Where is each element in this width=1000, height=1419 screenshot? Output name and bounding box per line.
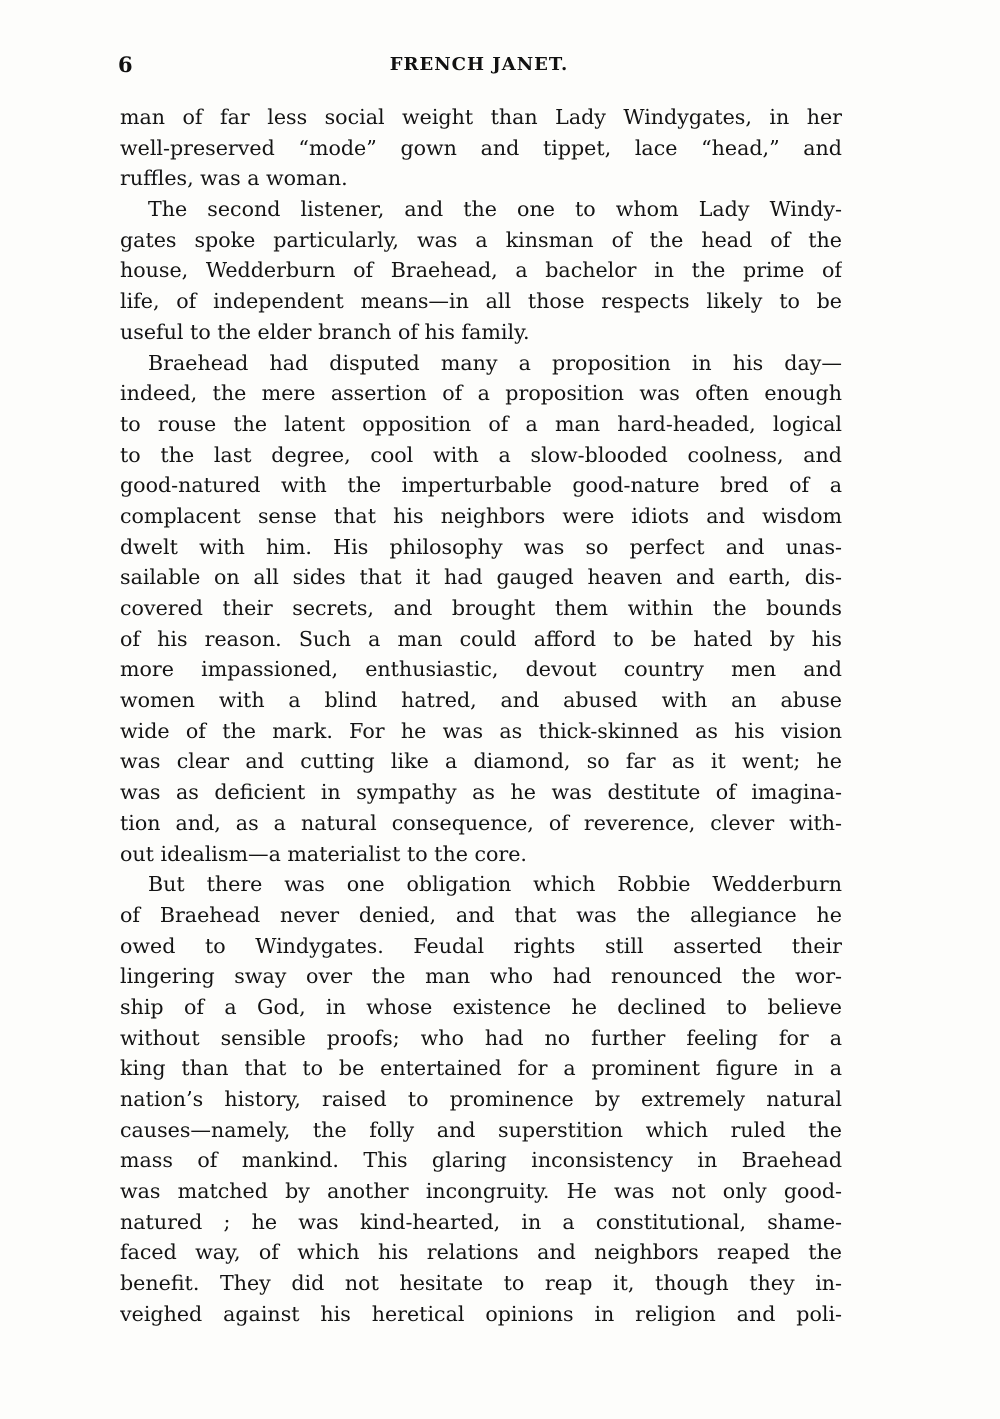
text-line: Braehead had disputed many a proposition in his day— xyxy=(148,350,842,375)
text-line: man of far less social weight than Lady Windygates, in her xyxy=(120,105,842,129)
text-line: without sensible proofs; who had no further feeling for a xyxy=(120,1025,842,1050)
text-line: life, of independent means—in all those respects likely to be xyxy=(120,289,842,314)
text-line: complacent sense that his neighbors were idiots and wisdom xyxy=(120,503,842,528)
text-line: wide of the mark. For he was as thick-skinned as his vision xyxy=(120,718,842,743)
text-line: well-preserved “mode” gown and tippet, lace “head,” and xyxy=(120,135,842,160)
text-line: mass of mankind. This glaring inconsistency in Braehead xyxy=(120,1148,842,1173)
page-number: 6 xyxy=(118,52,133,77)
text-line: ruffles, was a woman. xyxy=(120,166,348,191)
text-line: ship of a God, in whose existence he declined to believe xyxy=(120,994,842,1019)
text-line: useful to the elder branch of his family. xyxy=(120,319,530,344)
text-line: of his reason. Such a man could afford to be hated by his xyxy=(120,626,842,651)
paragraph xyxy=(120,102,842,194)
text-line: good-natured with the imperturbable good-nature bred of a xyxy=(120,473,842,498)
text-line: women with a blind hatred, and abused with an abuse xyxy=(120,688,842,713)
text-line: gates spoke particularly, was a kinsman of the head of the xyxy=(120,227,842,252)
text-line: lingering sway over the man who had renounced the wor- xyxy=(120,964,842,989)
text-line: of Braehead never denied, and that was the allegiance he xyxy=(120,902,842,927)
text-line: tion and, as a natural consequence, of reverence, clever with- xyxy=(120,810,842,835)
text-line: dwelt with him. His philosophy was so perfect and unas- xyxy=(120,534,842,559)
text-line: sailable on all sides that it had gauged heaven and earth, dis- xyxy=(120,565,842,590)
page-header xyxy=(118,52,840,84)
text-line: owed to Windygates. Feudal rights still asserted their xyxy=(120,933,842,958)
text-line: natured ; he was kind-hearted, in a constitutional, shame- xyxy=(120,1209,842,1234)
text-line: was as deficient in sympathy as he was destitute of imagina- xyxy=(120,780,842,805)
text-line: But there was one obligation which Robbie Wedderburn xyxy=(148,872,842,897)
text-line: faced way, of which his relations and neighbors reaped the xyxy=(120,1240,842,1265)
text-line: causes—namely, the folly and superstition which ruled the xyxy=(120,1117,842,1142)
paragraph xyxy=(120,348,842,870)
paragraph xyxy=(120,869,842,1329)
text-line: veighed against his heretical opinions in religion and poli- xyxy=(120,1301,842,1326)
text-line: out idealism—a materialist to the core. xyxy=(120,841,527,866)
text-line: king than that to be entertained for a prominent figure in a xyxy=(120,1056,842,1081)
running-title: FRENCH JANET. xyxy=(389,54,569,75)
text-line: was clear and cutting like a diamond, so far as it went; he xyxy=(120,749,842,774)
text-line: more impassioned, enthusiastic, devout country men and xyxy=(120,657,842,682)
text-line: to rouse the latent opposition of a man hard-headed, logical xyxy=(120,411,842,436)
body-text xyxy=(120,102,842,1330)
text-line: indeed, the mere assertion of a proposition was often enough xyxy=(120,381,842,406)
paragraph xyxy=(120,194,842,347)
text-line: house, Wedderburn of Braehead, a bachelor in the prime of xyxy=(120,258,842,283)
text-line: covered their secrets, and brought them within the bounds xyxy=(120,596,842,620)
text-line: nation’s history, raised to prominence by extremely natural xyxy=(120,1087,842,1111)
text-line: The second listener, and the one to whom Lady Windy- xyxy=(148,197,842,222)
text-line: to the last degree, cool with a slow-blooded coolness, and xyxy=(120,442,842,467)
text-line: was matched by another incongruity. He was not only good- xyxy=(120,1179,842,1204)
text-line: benefit. They did not hesitate to reap it, though they in- xyxy=(120,1271,842,1296)
